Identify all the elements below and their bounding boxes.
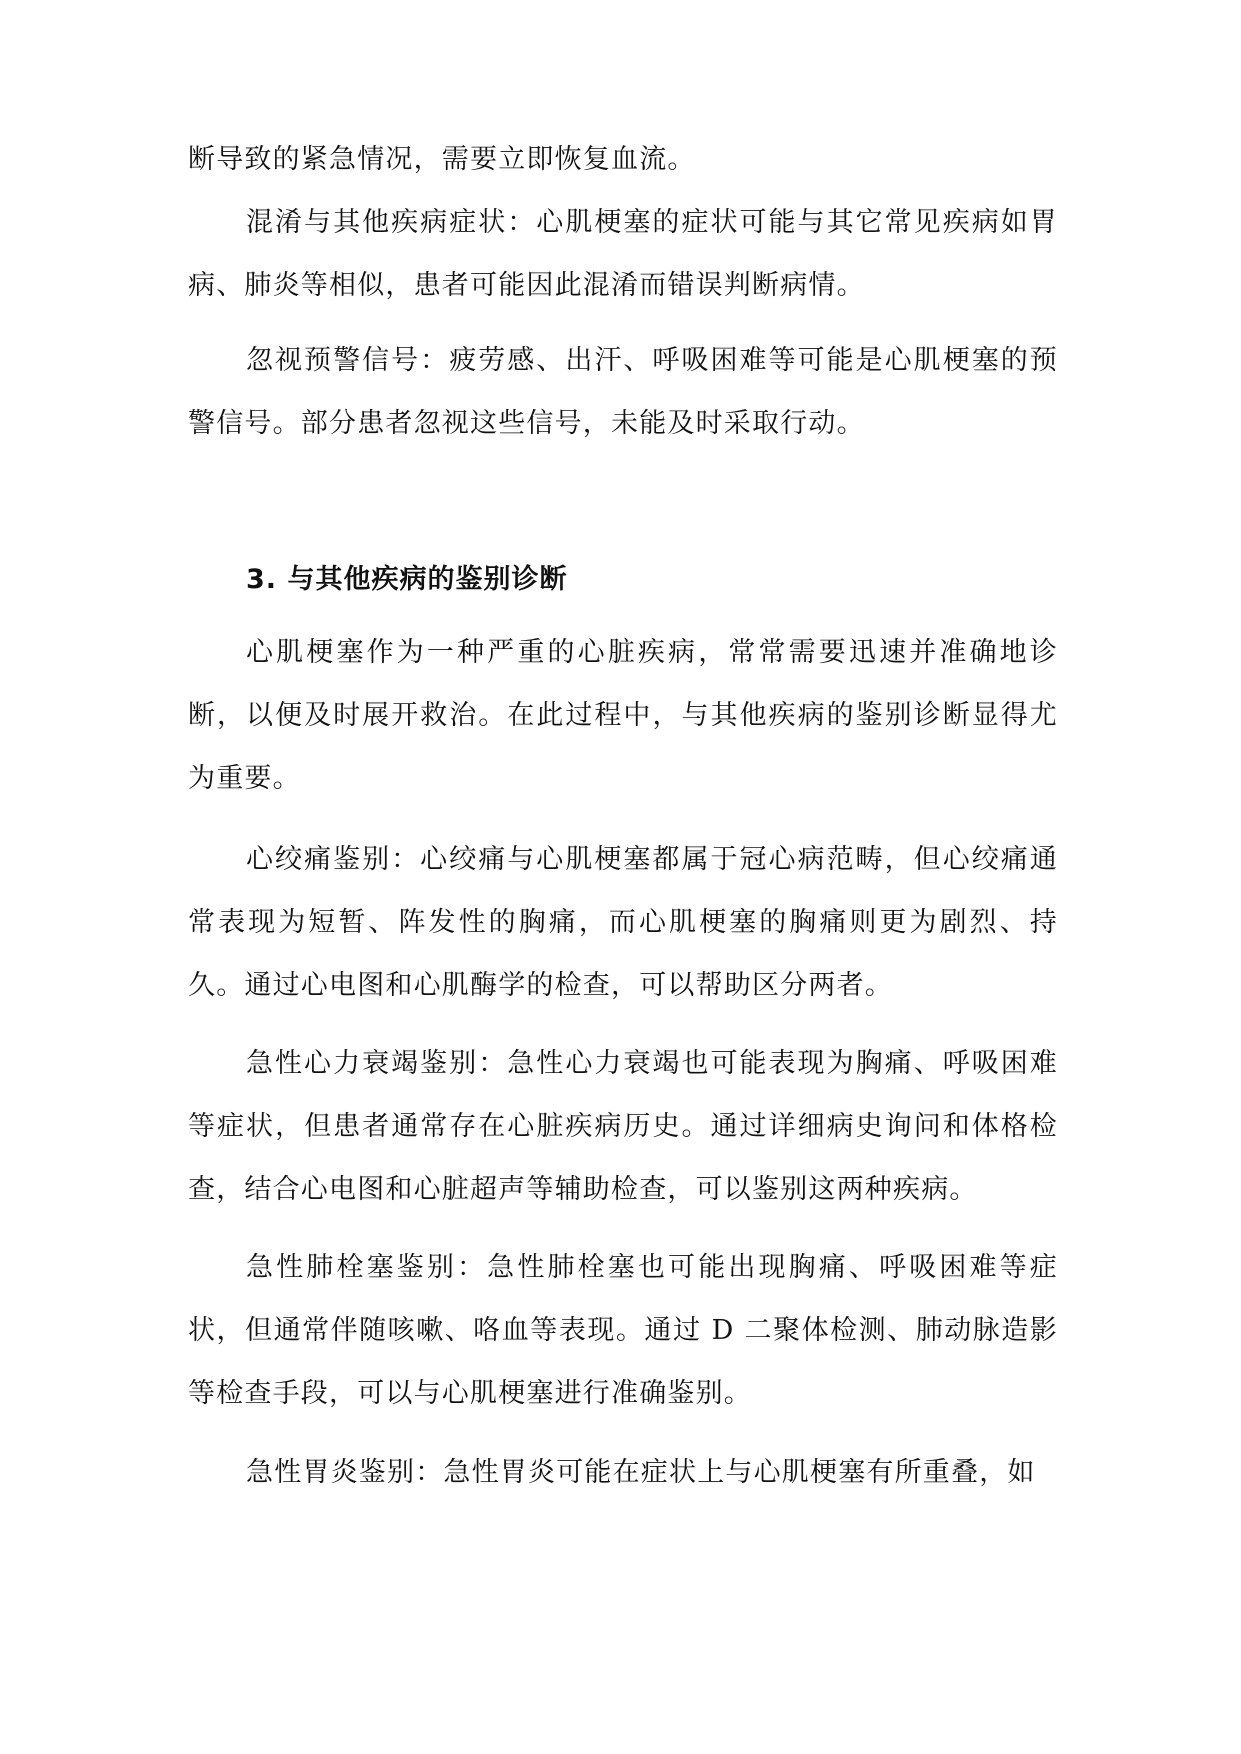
paragraph-diagnosis-intro: 心肌梗塞作为一种严重的心脏疾病，常常需要迅速并准确地诊断，以便及时展开救治。在此过程中，与其他疾病的鉴别诊断显得尤为重要。 [188,637,1058,794]
section-heading: 3. 与其他疾病的鉴别诊断 [246,564,568,595]
paragraph-continuation: 断导致的紧急情况，需要立即恢复血流。 [188,144,696,175]
paragraph-angina: 心绞痛鉴别：心绞痛与心肌梗塞都属于冠心病范畴，但心绞痛通常表现为短暂、阵发性的胸痛，而心肌梗塞的胸痛则更为剧烈、持久。通过心电图和心肌酶学的检查，可以帮助区分两者。 [188,844,1058,1001]
paragraph-pulmonary-embolism: 急性肺栓塞鉴别：急性肺栓塞也可能出现胸痛、呼吸困难等症状，但通常伴随咳嗽、咯血等表现。通过 D 二聚体检测、肺动脉造影等检查手段，可以与心肌梗塞进行准确鉴别。 [188,1252,1058,1409]
paragraph-gastritis: 急性胃炎鉴别：急性胃炎可能在症状上与心肌梗塞有所重叠，如 [246,1457,1036,1488]
paragraph-heart-failure: 急性心力衰竭鉴别：急性心力衰竭也可能表现为胸痛、呼吸困难等症状，但患者通常存在心脏疾病历史。通过详细病史询问和体格检查，结合心电图和心脏超声等辅助检查，可以鉴别这两种疾病。 [188,1048,1058,1205]
paragraph-ignored-warnings: 忽视预警信号：疲劳感、出汗、呼吸困难等可能是心肌梗塞的预警信号。部分患者忽视这些信号，未能及时采取行动。 [188,345,1058,439]
paragraph-confused-symptoms: 混淆与其他疾病症状：心肌梗塞的症状可能与其它常见疾病如胃病、肺炎等相似，患者可能因此混淆而错误判断病情。 [188,207,1058,301]
